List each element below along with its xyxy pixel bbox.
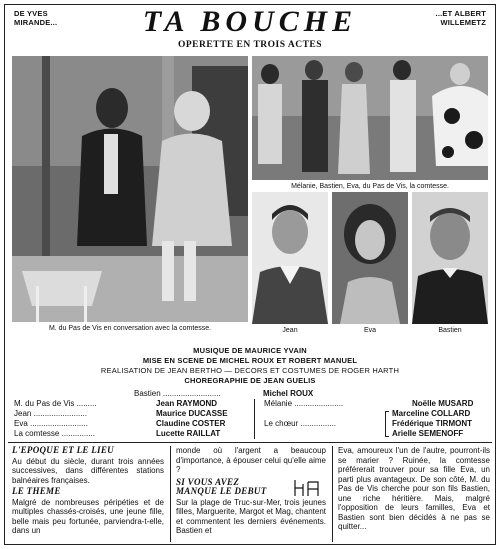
paragraph-debut: Sur la plage de Truc-sur-Mer, trois jeunes filles, Marguerite, Margot et Mag, chantent et commentent les derniers événements. Bastien et — [176, 497, 326, 535]
cast-dots: ............... — [61, 429, 95, 438]
cast-dots: .......................... — [30, 419, 88, 428]
article-col-1 — [12, 446, 164, 538]
left-corner-line2: MIRANDE... — [14, 18, 58, 27]
cast-row-melanie — [264, 399, 474, 409]
cast-role: Eva — [14, 419, 28, 428]
article-body — [12, 446, 490, 542]
portrait-bastien-caption: Bastien — [438, 327, 462, 334]
cast-row — [14, 419, 242, 429]
column-divider-2 — [332, 446, 333, 542]
credit-choreo: CHOREGRAPHIE DE JEAN GUELIS — [184, 376, 316, 385]
right-corner-line2: WILLEMETZ — [440, 18, 486, 27]
cast-row — [14, 409, 242, 419]
page-subtitle: OPERETTE EN TROIS ACTES — [177, 40, 323, 50]
cast-dots: ...................... — [294, 399, 344, 408]
cast-dots: .......................... — [162, 389, 221, 398]
cast-role: Mélanie — [264, 399, 293, 408]
group-photo-caption: Mélanie, Bastien, Eva, du Pas de Vis, la comtesse. — [291, 183, 449, 190]
article-col-3 — [338, 446, 490, 534]
portrait-eva-caption: Eva — [363, 327, 377, 334]
heading-epoque: L'EPOQUE ET LE LIEU — [12, 445, 114, 455]
cast-role: Bastien — [134, 389, 161, 398]
cast-row-choir — [264, 419, 336, 429]
column-divider-1 — [170, 446, 171, 542]
section-separator — [8, 442, 492, 443]
paragraph-theme: Malgré de nombreuses péripéties et de multiples chassés-croisés, une jeune fille, belle mais peu fortunée, parviendra-t-elle, dans un — [12, 497, 164, 535]
cast-dots: ......... — [76, 399, 97, 408]
debut-heading-block — [176, 478, 326, 497]
cast-actor: Jean RAYMOND — [156, 399, 218, 408]
choir-actor: Arielle SEMENOFF — [392, 429, 464, 438]
article-col-2 — [176, 446, 326, 538]
heading-debut-line1: SI VOUS AVEZ — [176, 476, 240, 487]
choir-actor: Frédérique TIRMONT — [392, 419, 473, 428]
left-corner-line1: DE YVES — [14, 9, 48, 18]
paragraph-epoque: Au début du siècle, durant trois années successives, dans différentes stations balnéaires françaises. — [12, 456, 164, 485]
cast-actor: Michel ROUX — [262, 389, 314, 398]
credit-direction: REALISATION DE JEAN BERTHO — DECORS ET COSTUMES DE ROGER HARTH — [100, 366, 400, 375]
page-title: TA BOUCHE — [142, 5, 358, 38]
portrait-jean-caption: Jean — [282, 327, 298, 334]
cast-row — [14, 399, 242, 409]
cast-role: Jean — [14, 409, 32, 418]
credit-staging: MISE EN SCENE DE MICHEL ROUX ET ROBERT MANUEL — [142, 356, 358, 365]
cast-dots: ................ — [300, 419, 337, 428]
credit-music: MUSIQUE DE MAURICE YVAIN — [193, 346, 307, 355]
paragraph-theme-cont: monde où l'argent a beaucoup d'importance, à épouser celui qu'elle aime ? — [176, 446, 326, 474]
cast-actor: Maurice DUCASSE — [156, 409, 228, 418]
cast-role: La comtesse — [14, 429, 60, 438]
chairs-icon — [292, 478, 322, 498]
cast-row — [14, 429, 242, 439]
choir-bracket — [385, 411, 386, 437]
choir-actor: Marceline COLLARD — [392, 409, 471, 418]
cast-actor: Claudine COSTER — [156, 419, 226, 428]
heading-theme: LE THEME — [12, 486, 61, 496]
cast-divider — [254, 399, 255, 439]
cast-actor: Noëlle MUSARD — [412, 399, 474, 408]
cast-dots: ........................ — [33, 409, 87, 418]
choir-bracket-bottom — [385, 436, 389, 437]
cast-row-top — [134, 389, 313, 399]
right-corner-line1: ...ET ALBERT — [435, 9, 486, 18]
heading-debut-line2: MANQUE LE DEBUT — [176, 486, 267, 496]
paragraph-debut-cont: Eva, amoureux l'un de l'autre, pourront-ils se marier ? Ruinée, la comtesse préférerait trouver pour sa fille Eva, un parti plus avantageux. De son côté, M. du Pas de Vis cherche pour son fils Bastien, une riche héritière. Mais, malgré l'opposition de leurs familles, Eva et Bastien sont bien décidés à ne pas se quitter... — [338, 446, 490, 531]
cast-role: Le chœur — [264, 419, 299, 428]
choir-bracket-top — [385, 411, 389, 412]
cast-role: M. du Pas de Vis — [14, 399, 75, 408]
cast-actor: Lucette RAILLAT — [156, 429, 221, 438]
main-photo-caption: M. du Pas de Vis en conversation avec la comtesse. — [48, 325, 212, 332]
